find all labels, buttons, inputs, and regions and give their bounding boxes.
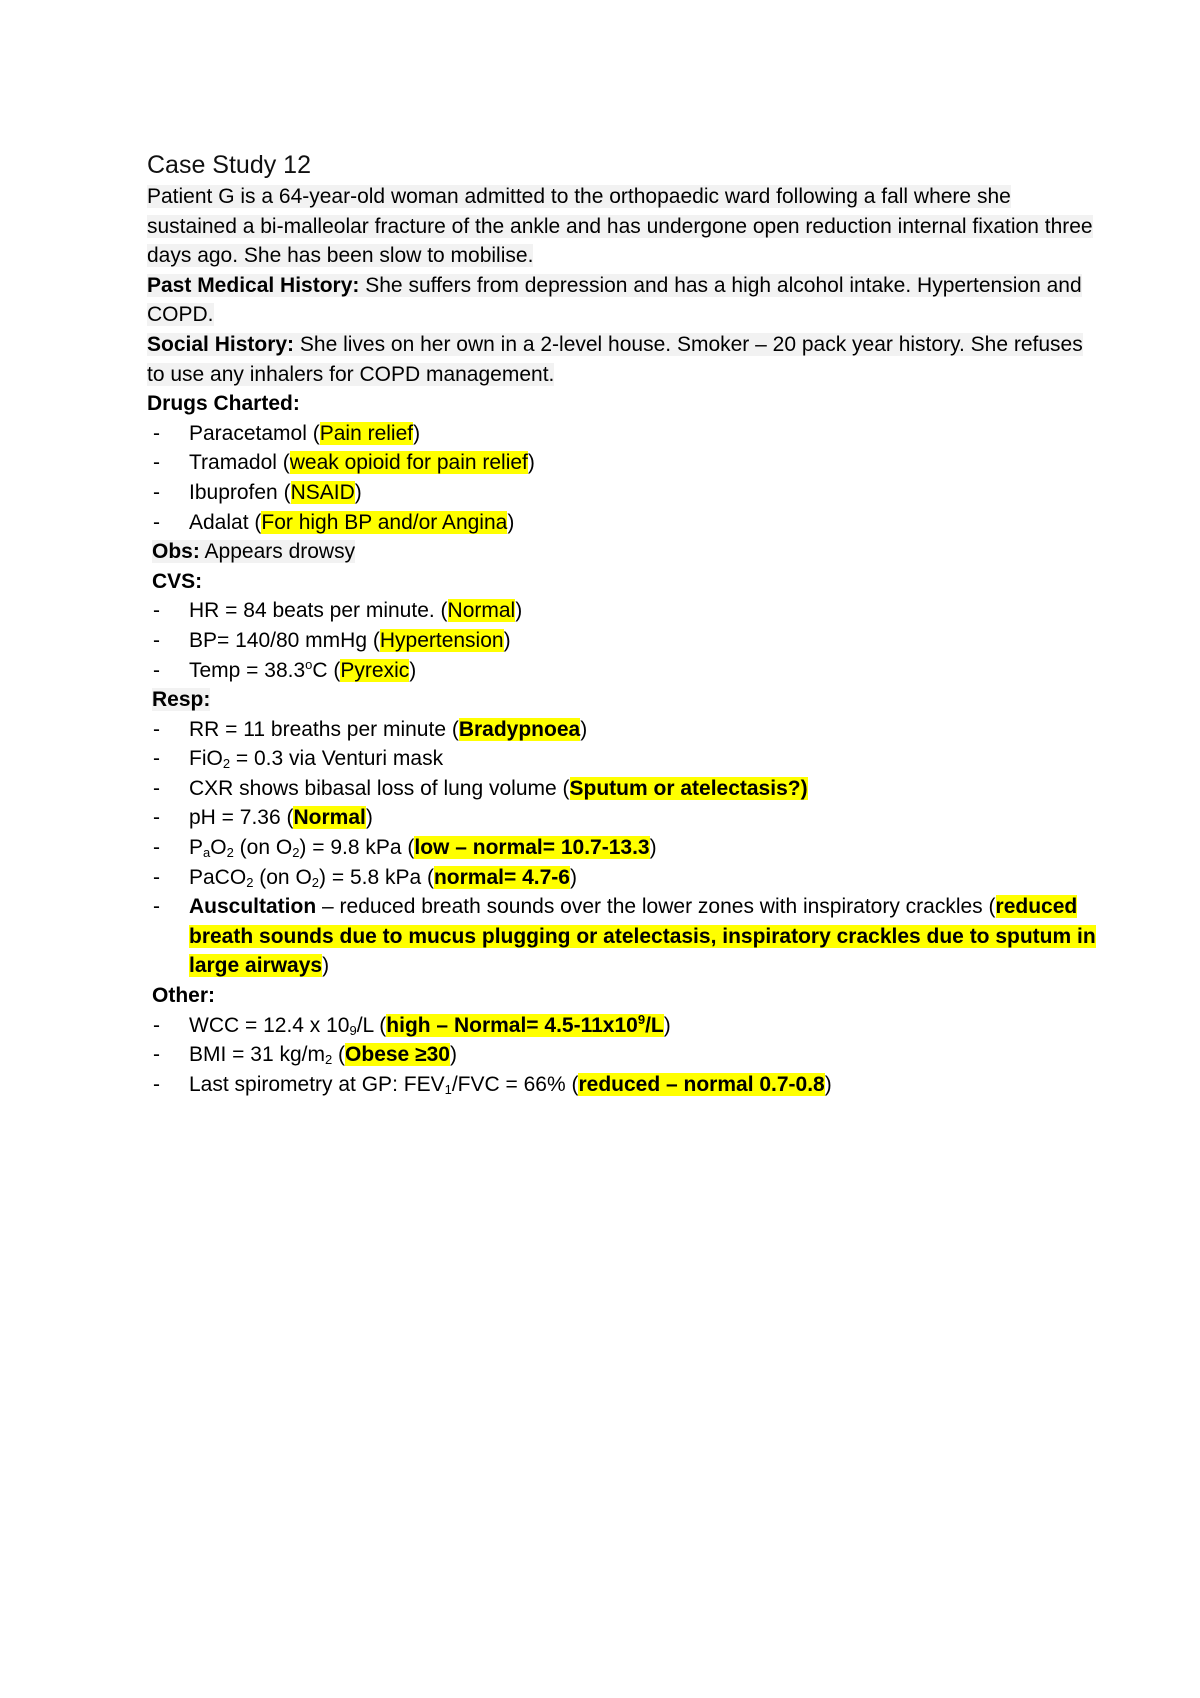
highlight-note: low – normal= 10.7-13.3 — [414, 836, 650, 860]
list-item: - Ibuprofen (NSAID) — [147, 478, 1097, 508]
highlight-note: Bradypnoea — [458, 717, 581, 741]
list-item: - Adalat (For high BP and/or Angina) — [147, 508, 1097, 538]
page-title: Case Study 12 — [147, 151, 311, 179]
pmh-label: Past Medical History: — [147, 273, 360, 297]
highlight-note: Obese ≥30 — [345, 1043, 450, 1067]
social-history — [147, 330, 1097, 389]
social-text: She lives on her own in a 2-level house. Smoker – 20 pack year history. She refuses to use any inhalers for COPD management. — [147, 332, 1083, 386]
list-item: - PaCO$_2$ (on $O_2) = 5.8$ kPa (normal= 4.7-6) — [147, 863, 1097, 893]
drugs-heading: Drugs Charted: — [147, 392, 300, 416]
cvs-list — [147, 596, 1097, 685]
other-heading: Other: — [152, 984, 215, 1008]
obs-line: Obs: Appears drowsy — [152, 540, 356, 564]
cvs-heading: CVS: — [152, 569, 203, 593]
list-item: - $P_aO_2$ (on $O_2) = 9.8$ kPa (low – normal= 10.7-13.3) — [147, 833, 1097, 863]
highlight-note: Pyrexic — [340, 658, 410, 682]
highlight-note: normal= 4.7-6 — [433, 865, 570, 889]
highlight-note: Hypertension — [379, 628, 504, 652]
highlight-note: reduced – normal 0.7-0.8 — [578, 1072, 825, 1096]
pmh-text: She suffers from depression and has a high alcohol intake. Hypertension and COPD. — [147, 273, 1082, 327]
highlight-note: reduced breath sounds due to mucus plugging or atelectasis, inspiratory crackles due to sputum in large airways — [189, 895, 1096, 978]
list-item: - BMI = 31 $kg/m_2$ (Obese ≥30) — [147, 1040, 1097, 1070]
list-item: - pH = 7.36 (Normal) — [147, 803, 1097, 833]
highlight-note: NSAID — [290, 480, 355, 504]
highlight-note: Normal — [447, 599, 516, 623]
highlight-note: For high BP and/or Angina — [261, 510, 508, 534]
list-item: - Tramadol (weak opioid for pain relief) — [147, 448, 1097, 478]
list-item: - BP= 140/80 mmHg (Hypertension) — [147, 626, 1097, 656]
list-item: - Last spirometry at GP: $FEV_1$/FVC = 66% (reduced – normal 0.7-0.8) — [147, 1070, 1097, 1100]
highlight-note: Normal — [293, 806, 366, 830]
highlight-note: Sputum or atelectasis?) — [569, 776, 808, 800]
list-item: - Auscultation – reduced breath sounds over the lower zones with inspiratory crackles (reduced breath sounds due to mucus plugging or atelectasis, inspiratory crackles due to sputum in large airways) — [147, 892, 1097, 981]
list-item: - FiO$_2$ = 0.3 via Venturi mask — [147, 744, 1097, 774]
list-item: - RR = 11 breaths per minute (Bradypnoea) — [147, 715, 1097, 745]
highlight-note: weak opioid for pain relief — [289, 451, 528, 475]
list-item: - Temp = $38.3^oC$ (Pyrexic) — [147, 656, 1097, 686]
highlight-note: Pain relief — [319, 421, 414, 445]
intro-paragraph: Patient G is a 64-year-old woman admitted to the orthopaedic ward following a fall where she sustained a bi-malleolar fracture of the ankle and has undergone open reduction internal fixation three days ago. She has been slow to mobilise. — [147, 185, 1093, 268]
social-label: Social History: — [147, 332, 295, 356]
case-study-document — [147, 148, 1097, 1099]
drugs-list — [147, 419, 1097, 537]
list-item: - HR = 84 beats per minute. (Normal) — [147, 596, 1097, 626]
other-list — [147, 1011, 1097, 1100]
resp-heading: Resp: — [152, 688, 211, 712]
past-medical-history — [147, 271, 1097, 330]
resp-list — [147, 715, 1097, 981]
highlight-note: high – Normal= $4.5-11x10^9/L$ — [386, 1011, 664, 1037]
list-item: - Paracetamol (Pain relief) — [147, 419, 1097, 449]
list-item: - WCC = 12.4 x $10_9/L$ (high – Normal= $4.5-11x10^9/L$) — [147, 1011, 1097, 1041]
list-item: - CXR shows bibasal loss of lung volume (Sputum or atelectasis?) — [147, 774, 1097, 804]
